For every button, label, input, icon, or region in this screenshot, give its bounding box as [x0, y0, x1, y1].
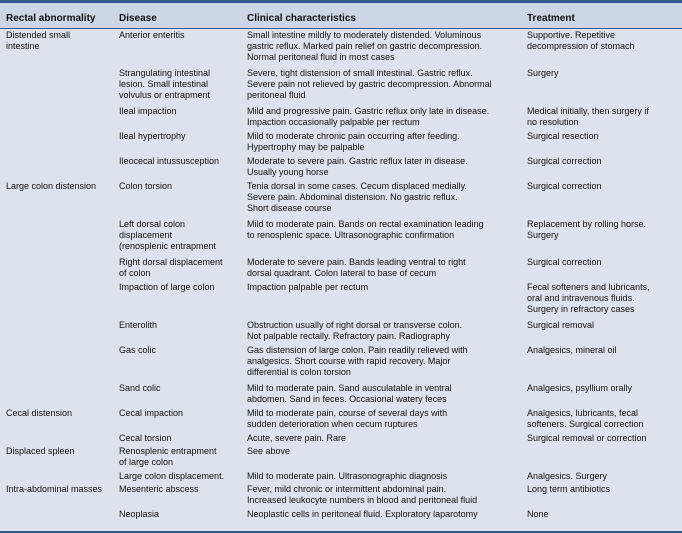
cell-clinical-characteristics: Severe, tight distension of small intestinal. Gastric reflux. Severe pain not relieved by gastric decompression. Abnormal peritoneal fluid	[247, 68, 492, 100]
cell-clinical-characteristics: Impaction palpable per rectum	[247, 282, 369, 292]
cell-treatment: Surgery	[527, 68, 559, 78]
cell-disease: Large colon displacement.	[119, 471, 225, 481]
cell-disease: Anterior enteritis	[119, 30, 185, 40]
cell-treatment: Surgical resection	[527, 131, 599, 141]
cell-rectal-abnormality: Distended small intestine	[6, 30, 71, 51]
cell-rectal-abnormality: Intra-abdominal masses	[6, 484, 103, 494]
cell-clinical-characteristics: Mild and progressive pain. Gastric reflux only late in disease. Impaction occasionally palpable per rectum	[247, 106, 490, 127]
cell-clinical-characteristics: Mild to moderate pain. Sand ausculatable in ventral abdomen. Sand in feces. Occasional watery feces	[247, 383, 452, 404]
cell-clinical-characteristics: Mild to moderate pain. Ultrasonographic diagnosis	[247, 471, 448, 481]
cell-clinical-characteristics: Neoplastic cells in peritoneal fluid. Exploratory laparotomy	[247, 509, 478, 519]
cell-disease: Sand colic	[119, 383, 161, 393]
cell-disease: Ileocecal intussusception	[119, 156, 220, 166]
cell-clinical-characteristics: Fever, mild chronic or intermittent abdominal pain. Increased leukocyte numbers in blood and peritoneal fluid	[247, 484, 478, 505]
cell-treatment: Replacement by rolling horse. Surgery	[527, 219, 647, 240]
cell-disease: Colon torsion	[119, 181, 173, 191]
cell-disease: Ileal impaction	[119, 106, 177, 116]
cell-clinical-characteristics: Mild to moderate pain, course of several days with sudden deterioration when cecum ruptures	[247, 408, 448, 429]
cell-treatment: Analgesics, psyllium orally	[527, 383, 633, 393]
cell-treatment: Surgical correction	[527, 181, 602, 191]
cell-treatment: Surgical correction	[527, 156, 602, 166]
cell-disease: Cecal torsion	[119, 433, 172, 443]
cell-treatment: None	[527, 509, 549, 519]
cell-treatment: Surgical correction	[527, 257, 602, 267]
cell-clinical-characteristics: Tenia dorsal in some cases. Cecum displaced medially. Severe pain. Abdominal distension. No gastric reflux. Short disease course	[247, 181, 467, 213]
header-treatment: Treatment	[527, 13, 575, 24]
cell-rectal-abnormality: Cecal distension	[6, 408, 73, 418]
cell-disease: Mesenteric abscess	[119, 484, 199, 494]
cell-clinical-characteristics: Moderate to severe pain. Gastric reflux later in disease. Usually young horse	[247, 156, 468, 177]
cell-rectal-abnormality: Displaced spleen	[6, 446, 75, 456]
cell-disease: Neoplasia	[119, 509, 160, 519]
cell-rectal-abnormality: Large colon distension	[6, 181, 97, 191]
header-clinical-characteristics: Clinical characteristics	[247, 13, 356, 24]
cell-treatment: Medical initially, then surgery if no resolution	[527, 106, 649, 127]
cell-treatment: Analgesics, mineral oil	[527, 345, 617, 355]
cell-clinical-characteristics: See above	[247, 446, 291, 456]
cell-disease: Impaction of large colon	[119, 282, 215, 292]
cell-disease: Ileal hypertrophy	[119, 131, 186, 141]
header-rectal-abnormality: Rectal abnormality	[6, 13, 96, 24]
cell-disease: Enterolith	[119, 320, 158, 330]
cell-clinical-characteristics: Moderate to severe pain. Bands leading ventral to right dorsal quadrant. Colon lateral to base of cecum	[247, 257, 466, 278]
header-rule	[0, 28, 682, 29]
cell-clinical-characteristics: Mild to moderate chronic pain occurring after feeding. Hypertrophy may be palpable	[247, 131, 460, 152]
header-disease: Disease	[119, 13, 157, 24]
cell-disease: Right dorsal displacement of colon	[119, 257, 223, 278]
cell-clinical-characteristics: Gas distension of large colon. Pain readily relieved with analgesics. Short course with rapid recovery. Major differential is colon torsion	[247, 345, 468, 377]
cell-disease: Cecal impaction	[119, 408, 184, 418]
table-header	[0, 3, 682, 28]
cell-clinical-characteristics: Small intestine mildly to moderately distended. Voluminous gastric reflux. Marked pain relief on gastric decompression. Normal peritoneal fluid in most cases	[247, 30, 483, 62]
cell-disease: Gas colic	[119, 345, 157, 355]
cell-disease: Left dorsal colon displacement (renosplenic entrapment	[119, 219, 217, 251]
cell-treatment: Fecal softeners and lubricants, oral and intravenous fluids. Surgery in refractory cases	[527, 282, 650, 314]
cell-clinical-characteristics: Mild to moderate pain. Bands on rectal examination leading to renosplenic space. Ultrasonographic confirmation	[247, 219, 484, 240]
cell-treatment: Long term antibiotics	[527, 484, 611, 494]
cell-disease: Strangulating intestinal lesion. Small intestinal volvulus or entrapment	[119, 68, 211, 100]
cell-treatment: Analgesics, lubricants, fecal softeners. Surgical correction	[527, 408, 644, 429]
cell-clinical-characteristics: Acute, severe pain. Rare	[247, 433, 347, 443]
cell-clinical-characteristics: Obstruction usually of right dorsal or transverse colon. Not palpable rectally. Refractory pain. Radiography	[247, 320, 463, 341]
cell-treatment: Analgesics. Surgery	[527, 471, 608, 481]
cell-disease: Renosplenic entrapment of large colon	[119, 446, 217, 467]
cell-treatment: Surgical removal	[527, 320, 595, 330]
cell-treatment: Surgical removal or correction	[527, 433, 647, 443]
cell-treatment: Supportive. Repetitive decompression of stomach	[527, 30, 635, 51]
